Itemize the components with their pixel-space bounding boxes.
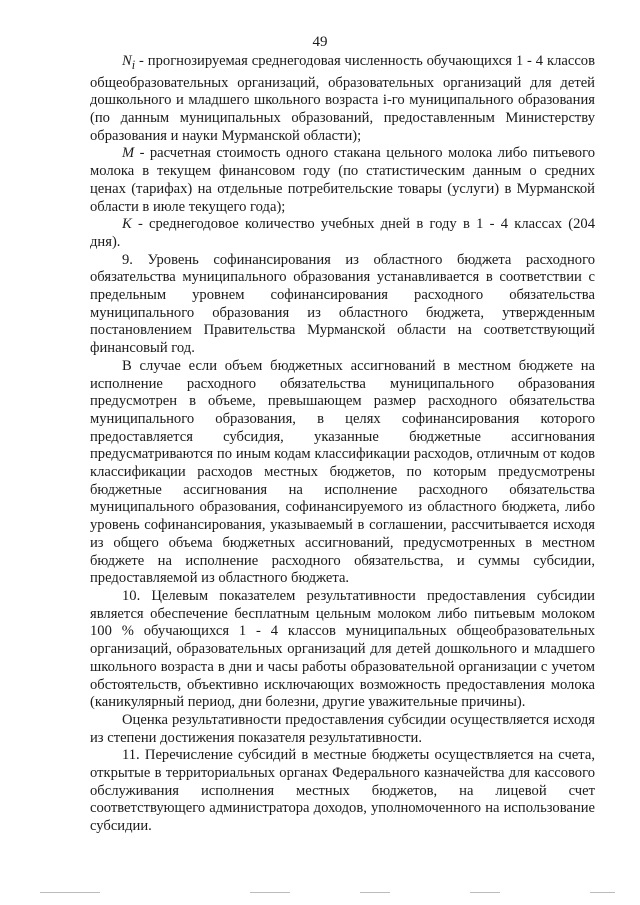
paragraph-clause-9: 9. Уровень софинансирования из областного бюджета расходного обязательства муниципального образования устанавливается в соответствии с предельным уровнем софинансирования расходного обязательства муниципального образования из областного бюджета, утвержденным постановлением Правительства Мурманской области на соответствующий финансовый год. xyxy=(90,251,595,357)
paragraph-text: - среднегодовое количество учебных дней в году в 1 - 4 классах (204 дня). xyxy=(90,216,595,250)
paragraph-budget-allocations: В случае если объем бюджетных ассигнований в местном бюджете на исполнение расходного обязательства муниципального образования предусмотрен в объеме, превышающем размер расходного обязательства муниципального образования, в целях софинансирования которого предоставляется субсидия, указанные бюджетные ассигнования предусматриваются по иным кодам классификации расходов, отличным от кодов классификации расходов местных бюджетов, по которым предусмотрены бюджетные ассигнования на исполнение расходного обязательства муниципального образования, софинансируемого из областного бюджета, либо уровень софинансирования, указываемый в соглашении, рассчитывается исходя из общего объема бюджетных ассигнований, предусмотренных в местном бюджете на исполнение расходного обязательства, и суммы субсидии, предоставляемой из областного бюджета. xyxy=(90,357,595,587)
paragraph-evaluation: Оценка результативности предоставления субсидии осуществляется исходя из степени достижения показателя результативности. xyxy=(90,711,595,746)
scan-footer-line xyxy=(360,892,390,893)
page-number: 49 xyxy=(312,34,328,50)
paragraph-text: - расчетная стоимость одного стакана цельного молока либо питьевого молока в текущем финансовом году (по статистическим данным о средних ценах (тарифах) на отдельные потребительские товары (услуги) в Мурманской области в июле текущего года); xyxy=(90,145,595,215)
body-text xyxy=(90,53,595,836)
paragraph-definition-k xyxy=(90,216,595,251)
scan-footer-line xyxy=(40,892,100,893)
variable-symbol: N xyxy=(122,53,132,69)
paragraph-definition-n xyxy=(90,53,595,145)
scan-footer-line xyxy=(470,892,500,893)
variable-symbol: К xyxy=(122,216,132,233)
variable-symbol: М xyxy=(122,145,135,162)
scan-footer-line xyxy=(590,892,615,893)
variable-subscript: i xyxy=(131,57,136,72)
scan-footer-line xyxy=(250,892,290,893)
paragraph-clause-11: 11. Перечисление субсидий в местные бюджеты осуществляется на счета, открытые в территориальных органах Федерального казначейства для кассового обслуживания исполнения местных бюджетов, на лицевой счет соответствующего администратора доходов, уполномоченного на использование субсидии. xyxy=(90,747,595,835)
paragraph-definition-m xyxy=(90,145,595,216)
paragraph-text: - прогнозируемая среднегодовая численность обучающихся 1 - 4 классов общеобразовательных организаций, образовательных организаций для детей дошкольного и младшего школьного возраста i-го муниципального образования (по данным муниципальных образований, предоставленным Министерству образования и науки Мурманской области); xyxy=(90,53,595,144)
paragraph-clause-10: 10. Целевым показателем результативности предоставления субсидии является обеспечение бесплатным цельным молоком либо питьевым молоком 100 % обучающихся 1 - 4 классов муниципальных общеобразовательных организаций, образовательных организаций для детей дошкольного и младшего школьного возраста в дни и часы работы образовательной организации с учетом обстоятельств, объективно исключающих возможность предоставления молока (каникулярный период, дни болезни, другие уважительные причины). xyxy=(90,588,595,711)
